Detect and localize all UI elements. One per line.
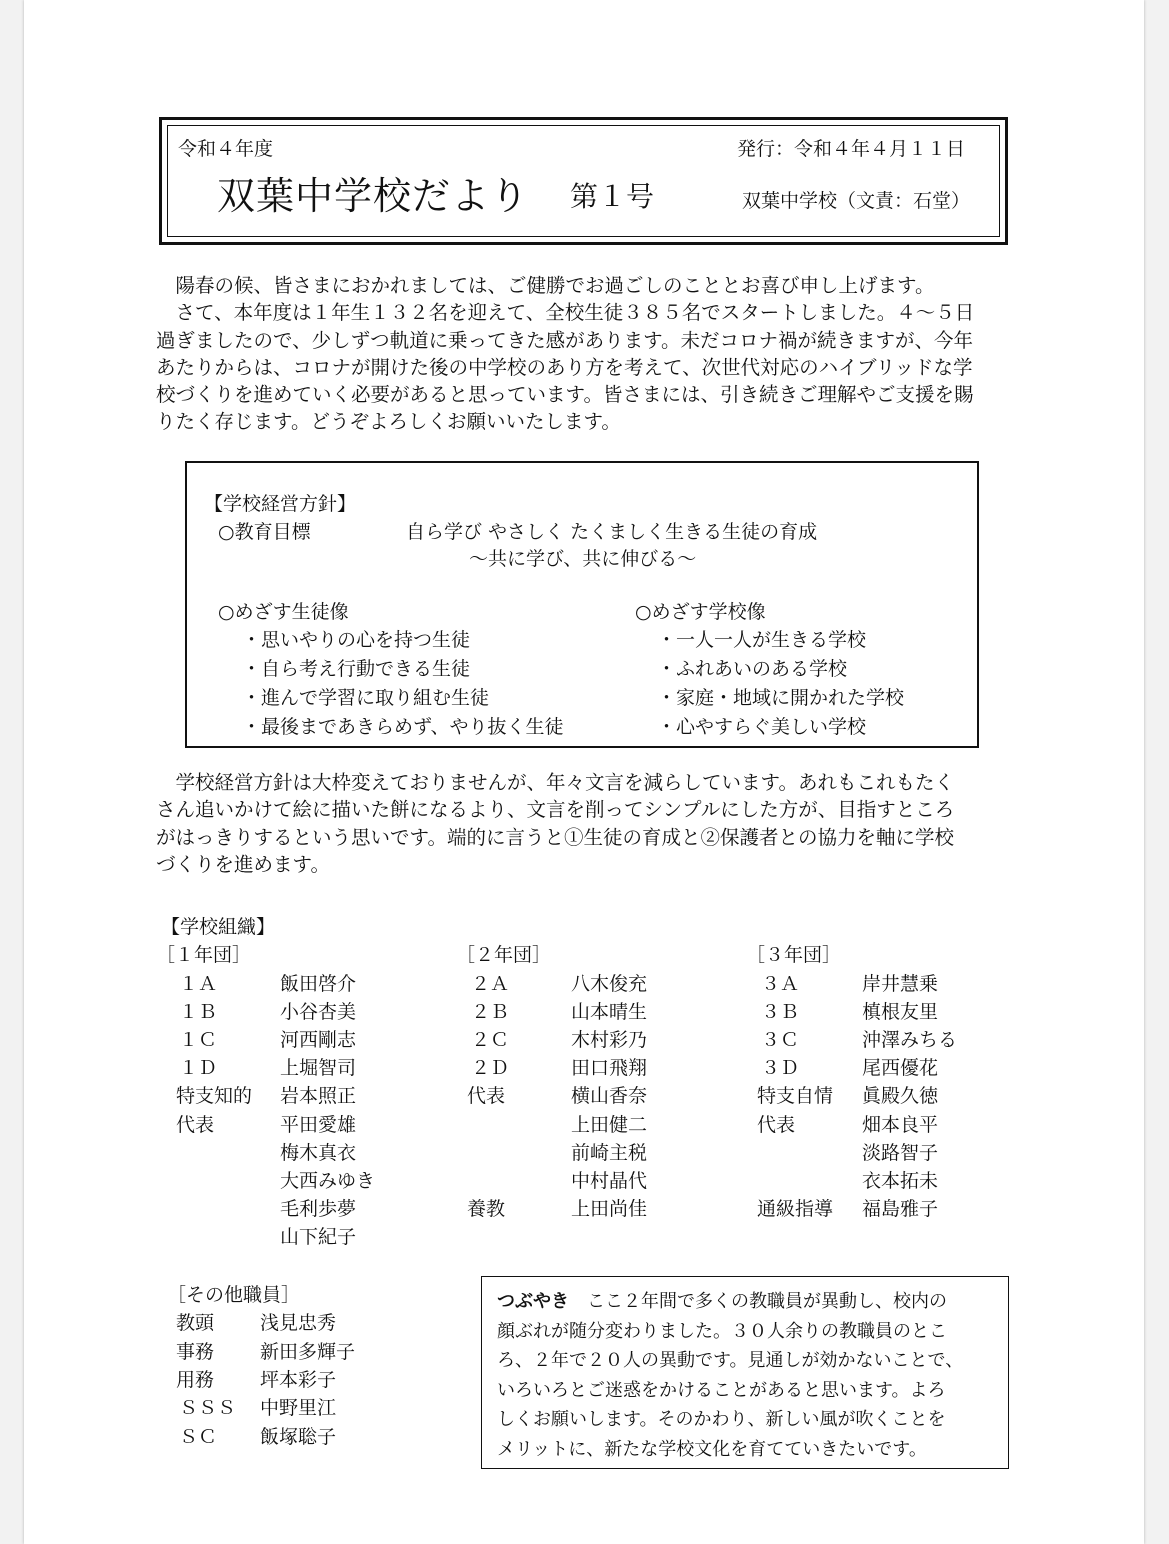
staff-name: 中野里江 xyxy=(260,1397,337,1419)
policy-note-line: さん追いかけて絵に描いた餅になるより、文言を削ってシンプルにした方が、目指すところ xyxy=(156,798,955,822)
staff-role: ３Ｂ xyxy=(761,1001,800,1023)
tsubuyaki-line: しくお願いします。そのかわり、新しい風が吹くことを xyxy=(497,1409,946,1430)
ideal-school-item: ・心やすらぐ美しい学校 xyxy=(657,716,867,738)
ideal-school-item: ・一人一人が生きる学校 xyxy=(657,629,867,651)
staff-name: 岩本照正 xyxy=(280,1085,357,1107)
staff-name: 浅見忠秀 xyxy=(260,1312,337,1334)
staff-role: 特支自情 xyxy=(757,1085,834,1107)
ideal-student-item: ・自ら考え行動できる生徒 xyxy=(242,658,471,680)
grade-3-label: ［３年団］ xyxy=(746,944,842,966)
staff-role: ２Ｄ xyxy=(471,1057,510,1079)
staff-name: 沖澤みちる xyxy=(862,1029,958,1051)
policy-note-line: がはっきりするという思いです。端的に言うと①生徒の育成と②保護者との協力を軸に学校 xyxy=(156,825,954,849)
issue-date: 発行：令和４年４月１１日 xyxy=(737,138,966,160)
staff-role: １Ｃ xyxy=(179,1029,218,1051)
staff-role: 養教 xyxy=(467,1198,506,1220)
staff-name: 新田多輝子 xyxy=(260,1341,356,1363)
intro-line: 陽春の候、皆さまにおかれましては、ご健勝でお過ごしのこととお喜び申し上げます。 xyxy=(156,274,935,297)
fiscal-year: 令和４年度 xyxy=(178,138,274,160)
staff-role: 代表 xyxy=(757,1114,796,1136)
intro-line: 校づくりを進めていく必要があると思っています。皆さまには、引き続きご理解やご支援を賜 xyxy=(156,383,974,407)
staff-role: 教頭 xyxy=(176,1312,215,1334)
education-goal-label: ○教育目標 xyxy=(218,521,311,543)
staff-name: 小谷杏美 xyxy=(280,1001,357,1023)
masthead xyxy=(159,117,1008,245)
org-heading: 【学校組織】 xyxy=(161,916,276,938)
staff-role: ＳＣ xyxy=(179,1426,218,1448)
education-goal-subtitle: ～共に学び、共に伸びる～ xyxy=(469,548,697,570)
tsubuyaki-title: つぶやき xyxy=(497,1291,569,1312)
staff-role: ２Ｂ xyxy=(471,1001,510,1023)
grade-2-label: ［２年団］ xyxy=(456,944,552,966)
staff-name: 福島雅子 xyxy=(862,1198,939,1220)
policy-note-paragraph xyxy=(156,769,954,878)
intro-line: さて、本年度は１年生１３２名を迎えて、全校生徒３８５名でスタートしました。４～５日 xyxy=(156,301,975,325)
ideal-student-item: ・進んで学習に取り組む生徒 xyxy=(242,687,490,709)
staff-role: 代表 xyxy=(176,1114,215,1136)
staff-role: ３Ａ xyxy=(761,973,800,995)
staff-name: 山本晴生 xyxy=(571,1001,648,1023)
staff-name: 畑本良平 xyxy=(862,1114,939,1136)
staff-role: 代表 xyxy=(467,1085,506,1107)
staff-name: 田口飛翔 xyxy=(571,1057,648,1079)
staff-role: ２Ａ xyxy=(471,973,510,995)
tsubuyaki-line: ここ２年間で多くの教職員が異動し、校内の xyxy=(569,1291,947,1312)
staff-role: ２Ｃ xyxy=(471,1029,510,1051)
staff-name: 尾西優花 xyxy=(862,1057,939,1079)
staff-name: 八木俊充 xyxy=(571,973,648,995)
ideal-school-heading: ○めざす学校像 xyxy=(635,601,766,623)
school-policy-box xyxy=(185,461,979,748)
ideal-student-item: ・最後まであきらめず、やり抜く生徒 xyxy=(242,716,564,738)
staff-name: 山下紀子 xyxy=(280,1226,357,1248)
staff-name: 木村彩乃 xyxy=(571,1029,648,1051)
staff-name: 中村晶代 xyxy=(571,1170,648,1192)
other-staff-label: ［その他職員］ xyxy=(167,1284,301,1306)
staff-role: ＳＳＳ xyxy=(179,1397,237,1419)
staff-role: 事務 xyxy=(176,1341,215,1363)
issue-number: 第１号 xyxy=(570,180,655,213)
staff-role: ３Ｄ xyxy=(761,1057,800,1079)
tsubuyaki-line: ろ、２年で２０人の異動です。見通しが効かないことで、 xyxy=(497,1350,964,1371)
staff-role: １Ｄ xyxy=(179,1057,218,1079)
staff-name: 横山香奈 xyxy=(571,1085,648,1107)
intro-paragraph xyxy=(156,272,974,436)
grade-1-label: ［１年団］ xyxy=(156,944,252,966)
policy-heading: 【学校経営方針】 xyxy=(204,493,357,515)
staff-name: 眞殿久徳 xyxy=(862,1085,939,1107)
tsubuyaki-text xyxy=(497,1287,963,1464)
newsletter-title: 双葉中学校だより xyxy=(217,174,530,218)
intro-line: りたく存じます。どうぞよろしくお願いいたします。 xyxy=(156,410,621,434)
staff-name: 坪本彩子 xyxy=(260,1369,337,1391)
staff-role: ３Ｃ xyxy=(761,1029,800,1051)
staff-name: 毛利歩夢 xyxy=(280,1198,357,1220)
intro-line: あたりからは、コロナが開けた後の中学校のあり方を考えて、次世代対応のハイブリッドな学 xyxy=(156,355,973,379)
staff-name: 槙根友里 xyxy=(862,1001,939,1023)
staff-name: 淡路智子 xyxy=(862,1142,939,1164)
publisher: 双葉中学校（文責：石堂） xyxy=(742,190,971,212)
staff-role: 用務 xyxy=(176,1369,215,1391)
newsletter-page xyxy=(24,0,1144,1544)
staff-name: 上堀智司 xyxy=(280,1057,357,1079)
staff-name: 前崎主税 xyxy=(571,1142,648,1164)
staff-role: １Ｂ xyxy=(179,1001,218,1023)
staff-name: 上田尚佳 xyxy=(571,1198,648,1220)
ideal-student-heading: ○めざす生徒像 xyxy=(218,601,349,623)
tsubuyaki-line: メリットに、新たな学校文化を育てていきたいです。 xyxy=(497,1438,927,1460)
ideal-student-item: ・思いやりの心を持つ生徒 xyxy=(242,629,471,651)
staff-name: 上田健二 xyxy=(571,1114,648,1136)
staff-name: 衣本拓未 xyxy=(862,1170,939,1192)
staff-name: 梅木真衣 xyxy=(280,1142,357,1164)
ideal-school-item: ・ふれあいのある学校 xyxy=(657,658,848,680)
tsubuyaki-box xyxy=(481,1276,1009,1469)
staff-name: 平田愛雄 xyxy=(280,1114,357,1136)
staff-role: 特支知的 xyxy=(176,1085,253,1107)
education-goal-text: 自ら学び やさしく たくましく生きる生徒の育成 xyxy=(406,521,818,543)
staff-name: 岸井慧乗 xyxy=(862,973,939,995)
staff-name: 河西剛志 xyxy=(280,1029,357,1051)
policy-note-line: づくりを進めます。 xyxy=(156,852,330,876)
tsubuyaki-line: いろいろとご迷惑をかけることがあると思います。よろ xyxy=(497,1379,946,1401)
staff-name: 飯田啓介 xyxy=(280,973,357,995)
staff-name: 飯塚聡子 xyxy=(260,1426,337,1448)
tsubuyaki-line: 顔ぶれが随分変わりました。３０人余りの教職員のとこ xyxy=(497,1320,947,1342)
staff-role: １Ａ xyxy=(179,973,218,995)
policy-note-line: 学校経営方針は大枠変えておりませんが、年々文言を減らしています。あれもこれもたく xyxy=(156,771,954,794)
ideal-school-item: ・家庭・地域に開かれた学校 xyxy=(657,687,905,709)
intro-line: 過ぎましたので、少しずつ軌道に乗ってきた感があります。未だコロナ禍が続きますが、今年 xyxy=(156,328,974,352)
staff-role: 通級指導 xyxy=(757,1198,834,1220)
staff-name: 大西みゆき xyxy=(280,1170,376,1192)
